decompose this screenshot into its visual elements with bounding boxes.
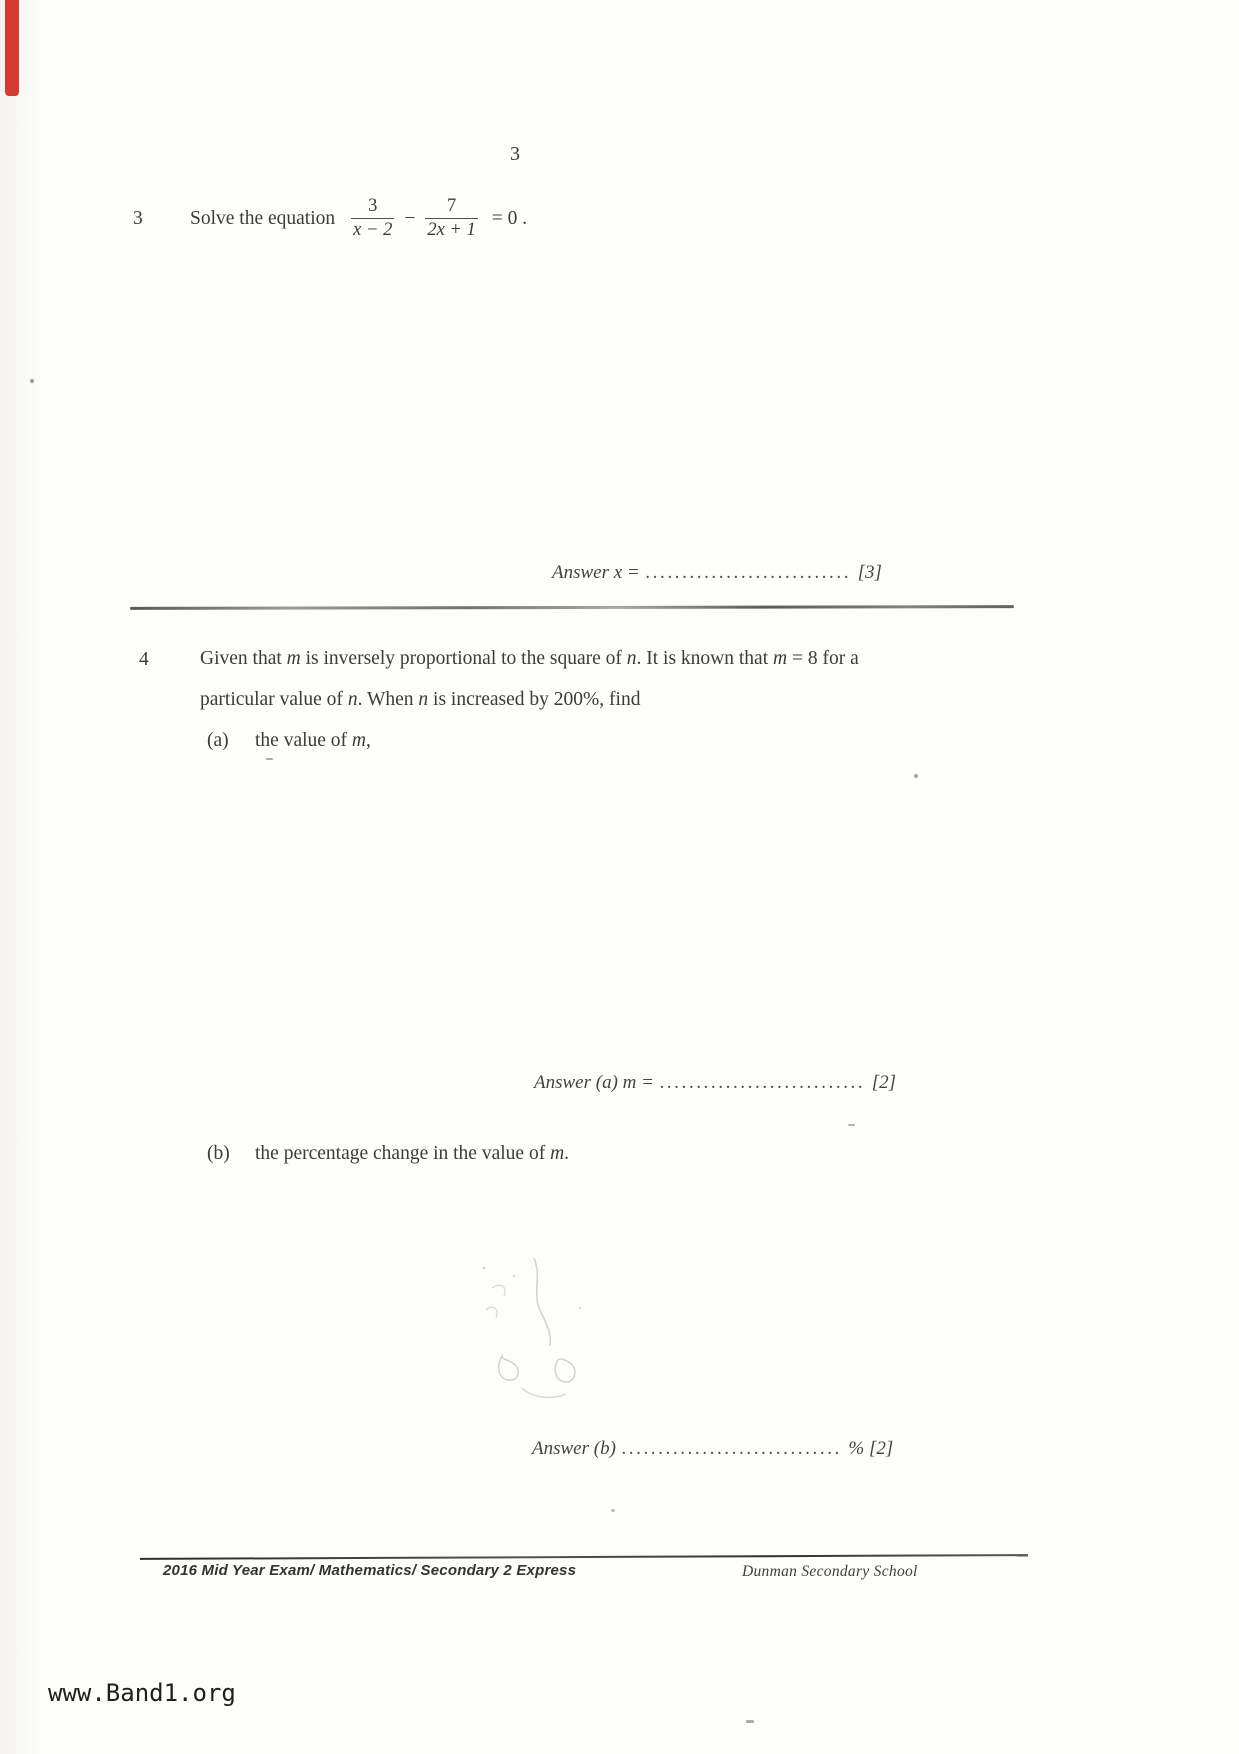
answer-b-unit: % [848,1438,865,1459]
page-number: 3 [510,143,520,165]
question-4-number: 4 [139,649,149,670]
answer-a-marks: [2] [871,1072,897,1093]
question-4-part-b [207,1143,569,1165]
answer-line-part-b [532,1438,893,1460]
scan-speck [848,1124,855,1126]
scan-speck [611,1509,615,1512]
footer-school-name: Dunman Secondary School [742,1563,918,1580]
footer-exam-title: 2016 Mid Year Exam/ Mathematics/ Secondary 2 Express [163,1562,577,1579]
answer-q3-marks: [3] [857,562,882,583]
fraction-1-denominator: x − 2 [353,220,393,241]
scan-speck [746,1720,754,1723]
part-b-label: (b) [207,1143,230,1164]
answer-line-q3 [552,562,882,584]
answer-line-part-a [534,1072,896,1094]
minus-operator: − [404,207,416,229]
part-a-label: (a) [207,730,229,751]
answer-b-dots: .............................. [621,1438,843,1459]
answer-b-prefix: Answer (b) [532,1438,616,1459]
footer-rule [140,1554,1028,1560]
answer-b-marks: [2] [868,1438,894,1459]
fraction-1-numerator: 3 [351,196,394,219]
scan-artifact-red-strip [5,0,19,96]
question-3-number: 3 [133,207,143,229]
part-b-text: the percentage change in the value of m. [255,1143,570,1164]
question-3 [133,196,527,242]
fraction-1 [351,196,394,242]
scan-speck [30,379,34,383]
site-watermark: www.Band1.org [48,1679,236,1707]
answer-q3-prefix: Answer x = [552,562,640,583]
section-divider [130,605,1014,610]
scan-speck [266,758,273,760]
equation-rhs: = 0 . [491,207,528,229]
answer-a-dots: ............................ [659,1072,866,1093]
answer-a-prefix: Answer (a) m = [534,1072,654,1093]
question-4-part-a [207,730,371,752]
fraction-2-numerator: 7 [425,196,477,219]
question-4-line1: Given that m is inversely proportional to the square of n. It is known that m = 8 for a [200,648,859,669]
question-4-line2: particular value of n. When n is increased by 200%, find [200,689,641,710]
question-3-prompt: Solve the equation [190,207,336,229]
answer-q3-dots: ............................ [645,562,852,583]
part-a-text: the value of m, [255,730,371,751]
scan-speck [914,774,918,778]
pencil-scribble-artifact [462,1248,632,1418]
fraction-2-denominator: 2x + 1 [427,220,476,241]
fraction-2 [425,196,477,242]
